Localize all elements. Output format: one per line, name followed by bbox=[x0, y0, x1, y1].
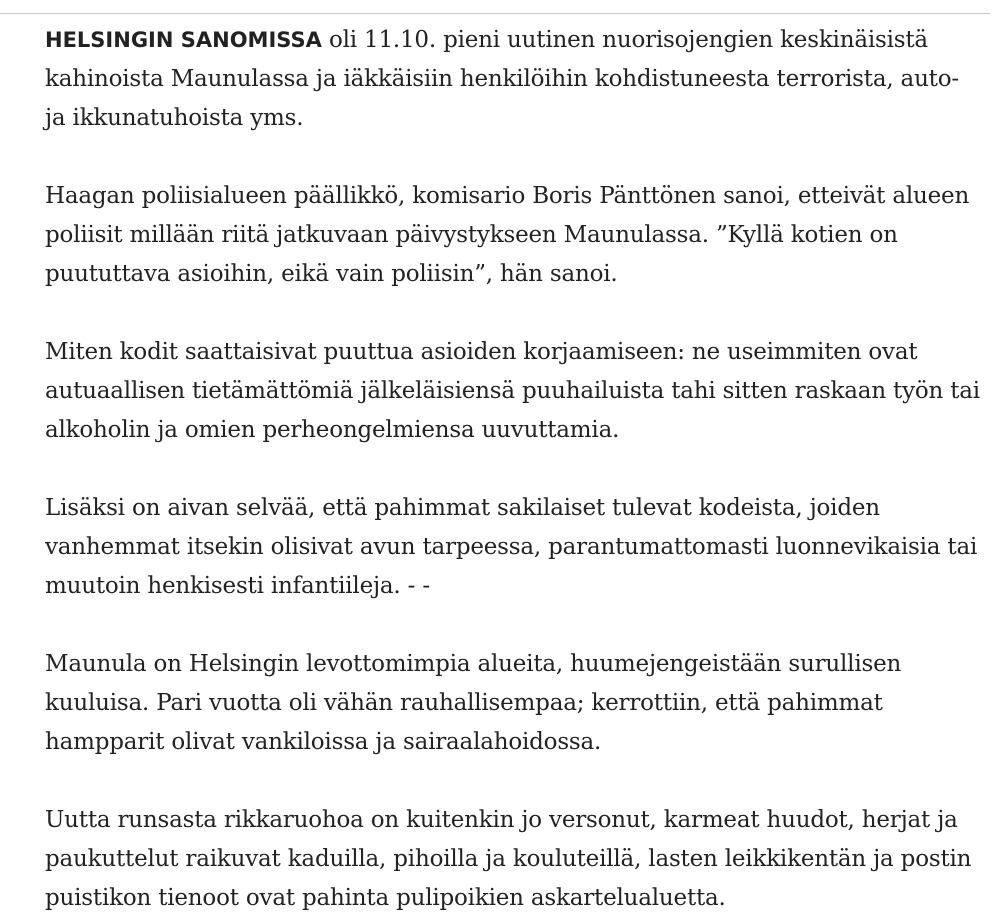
article-paragraph-5: Maunula on Helsingin levottomimpia alueita, huumejengeistään surullisen kuuluisa. Pari vuotta oli vähän rauhallisempaa; kerrottiin, että pahimmat hampparit olivat vankiloissa ja sairaalahoidossa. bbox=[45, 651, 902, 755]
paragraph-text: oli 11.10. pieni uutinen nuorisojengien keskinäisistä kahinoista Maunulassa ja iäkkäisiin henkilöihin kohdistuneesta terrorista, auto- ja ikkunatuhoista yms. bbox=[45, 27, 959, 131]
article-paragraph-1 bbox=[45, 21, 980, 138]
article-paragraph-2: Haagan poliisialueen päällikkö, komisario Boris Pänttönen sanoi, etteivät alueen poliisit millään riitä jatkuvaan päivystykseen Maunulassa. ”Kyllä kotien on puututtava asioihin, eikä vain poliisin”, hän sanoi. bbox=[45, 183, 970, 287]
article-kicker: HELSINGIN SANOMISSA bbox=[45, 28, 322, 52]
article-body bbox=[45, 21, 980, 918]
article-paragraph-3: Miten kodit saattaisivat puuttua asioiden korjaamiseen: ne useimmiten ovat autuaallisen tietämättömiä jälkeläisiensä puuhailuista tahi sitten raskaan työn tai alkoholin ja omien perheongelmiensa uuvuttamia. bbox=[45, 339, 980, 443]
article-paragraph-4: Lisäksi on aivan selvää, että pahimmat sakilaiset tulevat kodeista, joiden vanhemmat itsekin olisivat avun tarpeessa, parantumattomasti luonnevikaisia tai muutoin henkisesti infantiileja. - - bbox=[45, 495, 978, 599]
top-divider bbox=[0, 13, 990, 14]
article-paragraph-6: Uutta runsasta rikkaruohoa on kuitenkin jo versonut, karmeat huudot, herjat ja paukuttelut raikuvat kaduilla, pihoilla ja kouluteillä, lasten leikkikentän ja postin puistikon tienoot ovat pahinta pulipoikien askartelualuetta. bbox=[45, 807, 972, 911]
